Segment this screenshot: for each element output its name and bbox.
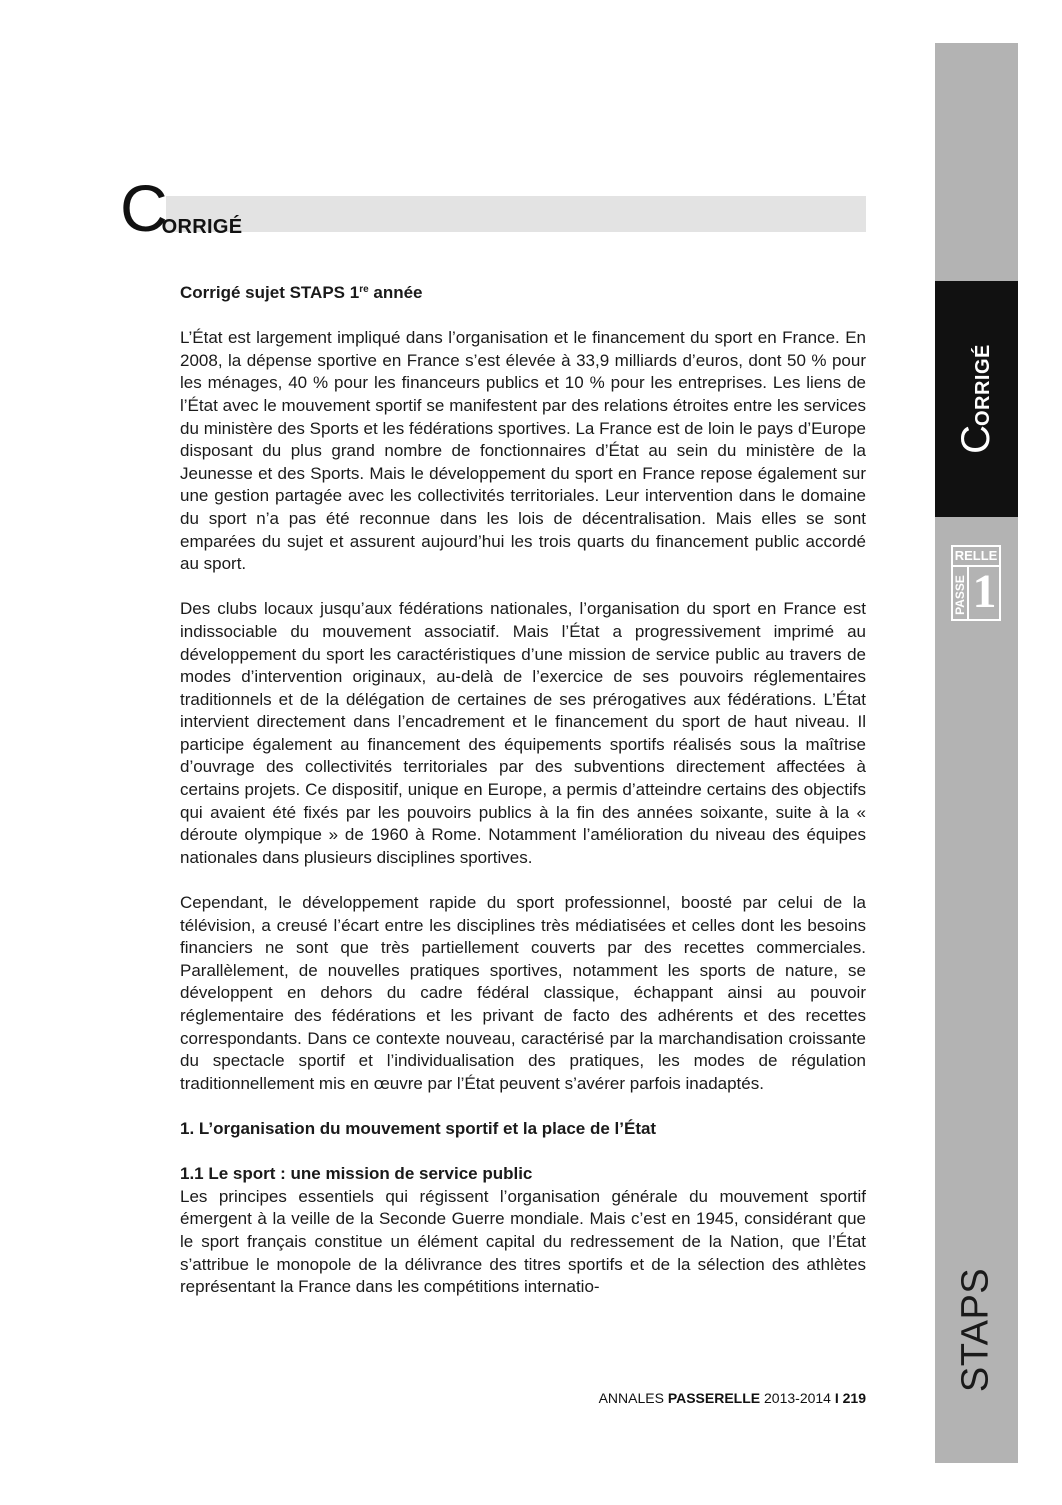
subtitle-end: année [368,283,423,302]
footer-prefix: ANNALES [598,1390,668,1406]
subtitle-superscript: re [359,284,369,295]
page-title-rest: ORRIGÉ [161,216,243,238]
footer-years: 2013-2014 [760,1390,835,1406]
sidebar-tab-initial: C [954,426,998,454]
page-footer [599,1389,866,1407]
subtitle-main: Corrigé sujet STAPS 1 [180,283,360,302]
page-title [120,171,243,245]
subsection-paragraph: Les principes essentiels qui régissent l’organisation générale du mouvement sportif émergent à la veille de la Seconde Guerre mondiale. Mais c’est en 1945, considérant que le sport français constitue un élément capital du redressement de la Nation, que l’État s’attribue le monopole de la délivrance des titres sportifs et de la sélection des athlètes représentant la France dans les compétitions internatio- [180,1186,866,1297]
paragraph-1: L’État est largement impliqué dans l’organisation et le financement du sport en France. En 2008, la dépense sportive en France s’est élevée à 33,9 milliards d’euros, dont 50 % pour les ménages, 40 % pour les financeurs publics et 10 % pour les entreprises. Les liens de l’État avec le mouvement sportif se manifestent par des relations étroites entre les services du ministère des Sports et les fédérations sportives. La France est de loin le pays d’Europe disposant du plus grand nombre de fonctionnaires d’État au sein du ministère de la Jeunesse et des Sports. Mais le développement du sport en France repose également sur une gestion partagée avec les collectivités territoriales. Leur intervention dans le domaine du sport n’a pas été reconnue dans les lois de décentralisation. Mais elles se sont emparées du sujet et assurent aujourd’hui les trois quarts du financement public accordé au sport. [180,328,866,574]
sidebar [935,43,1018,1463]
paragraph-2: Des clubs locaux jusqu’aux fédérations nationales, l’organisation du sport en France est indissociable du mouvement associatif. Mais l’État a progressivement imprimé au développement du sport les caractéristiques d’une mission de service public au travers de modes d’intervention originaux, au-delà de l’exercice de ses pouvoirs réglementaires traditionnels et de la délégation de certaines de ses prérogatives aux fédérations. L’État intervient directement dans l’encadrement et le financement du sport de haut niveau. Il participe également au financement des équipements sportifs réalisés sous la maîtrise d’ouvrage des collectivités territoriales par des subventions directement affectées à certains projets. Ce dispositif, unique en Europe, a permis d’atteindre certains des objectifs qui avaient été fixés par les pouvoirs publics à la fin des années soixante, suite à la « déroute olympique » de 1960 à Rome. Notamment l’amélioration du niveau des équipes nationales dans plusieurs disciplines sportives. [180,599,866,867]
logo-divider [967,565,969,619]
footer-brand: PASSERELLE [667,1390,761,1406]
page-title-initial: C [120,171,162,245]
page-number: 219 [842,1390,866,1406]
subsection-heading: 1.1 Le sport : une mission de service public [180,1164,533,1184]
document-subtitle [180,282,866,305]
sidebar-tab-corrige [935,281,1018,517]
header-band [166,196,866,232]
paragraph-3: Cependant, le développement rapide du sport professionnel, boosté par celui de la télévision, a creusé l’écart entre les disciplines très médiatisées et celles dont les besoins financiers ne sont que très partiellement couverts par des recettes commerciales. Parallèlement, de nouvelles pratiques sportives, notamment les sports de nature, se développent en dehors du cadre fédéral classique, échappant ainsi au pouvoir réglementaire des fédérations et les privant de facto des adhérents et des recettes correspondants. Dans ce contexte nouveau, caractérisé par la marchandisation croissante du spectacle sportif et l’individualisation des pratiques, les modes de régulation traditionnellement mis en œuvre par l’État peuvent s’avérer parfois inadaptés. [180,893,866,1093]
section-heading: 1. L’organisation du mouvement sportif et la place de l’État [180,1118,657,1138]
logo-number: 1 [972,565,997,618]
main-content [180,282,866,1299]
sidebar-tab-rest: ORRIGÉ [972,344,994,427]
passerelle-logo [951,545,1001,621]
logo-side-text: PASSE [953,575,967,615]
sidebar-tab-label [954,344,998,454]
sidebar-section-label: STAPS [954,1267,997,1393]
footer-separator: I [834,1390,839,1406]
logo-top-text: RELLE [953,547,999,567]
